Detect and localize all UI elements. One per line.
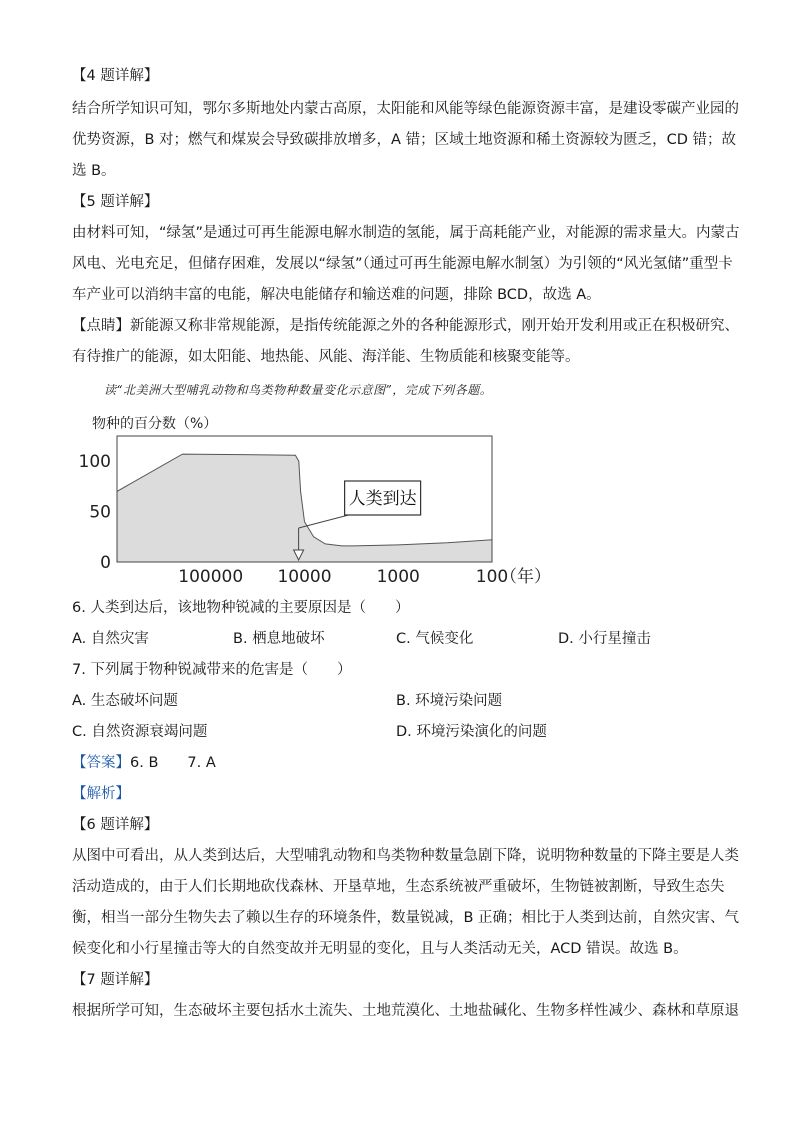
q5-line-3: 车产业可以消纳丰富的电能，解决电能储存和输送难的问题，排除 BCD，故选 A。 [72, 287, 601, 303]
tip-line-2: 有待推广的能源，如太阳能、地热能、风能、海洋能、生物质能和核聚变能等。 [72, 349, 580, 365]
annotation-pointer [299, 515, 349, 528]
q6-option-d: D. 小行星撞击 [558, 631, 651, 647]
q6-option-a: A. 自然灾害 [72, 631, 149, 647]
q6-detail-line-2: 活动造成的，由于人们长期地砍伐森林、开垦草地，生态系统被严重破坏，生物链被割断，导致生态失 [72, 879, 725, 895]
q6-detail-line-3: 衡，相当一部分生物失去了赖以生存的环境条件，数量锐减，B 正确；相比于人类到达前，自然灾害、气 [72, 910, 740, 926]
question-intro: 读“北美洲大型哺乳动物和鸟类物种数量变化示意图”，完成下列各题。 [104, 383, 493, 397]
x-axis-label: （年） [500, 567, 551, 587]
q4-line-1: 结合所学知识可知，鄂尔多斯地处内蒙古高原，太阳能和风能等绿色能源资源丰富，是建设零碳产业园的 [72, 101, 739, 117]
q7-detail-line-1: 根据所学可知，生态破坏主要包括水土流失、土地荒漠化、土地盐碱化、生物多样性减少、森林和草原退 [72, 1003, 739, 1019]
q7-option-a: A. 生态破坏问题 [72, 693, 178, 709]
analysis-label: 【解析】 [72, 786, 130, 802]
species-chart [0, 402, 794, 602]
y-tick-label: 100 [78, 452, 111, 473]
x-tick-label: 100000 [178, 567, 244, 587]
q7-detail-heading: 【7 题详解】 [72, 972, 159, 988]
answer-label: 【答案】 [72, 755, 130, 771]
y-tick-label: 50 [89, 502, 111, 523]
q5-line-1: 由材料可知，“绿氢”是通过可再生能源电解水制造的氢能，属于高耗能产业，对能源的需求量大。内蒙古 [72, 225, 740, 241]
answer-line [72, 753, 216, 773]
q6-stem: 6. 人类到达后，该地物种锐减的主要原因是（ ） [72, 600, 410, 616]
y-tick-label: 0 [100, 553, 111, 573]
annotation-label: 人类到达 [348, 489, 417, 509]
q5-heading: 【5 题详解】 [72, 194, 159, 210]
series-area [117, 454, 492, 562]
x-tick-label: 10000 [277, 567, 332, 587]
x-tick-label: 1000 [376, 567, 420, 587]
q6-detail-line-1: 从图中可看出，从人类到达后，大型哺乳动物和鸟类物种数量急剧下降，说明物种数量的下降主要是人类 [72, 848, 739, 864]
q7-option-b: B. 环境污染问题 [396, 693, 503, 709]
q4-line-3: 选 B。 [72, 163, 116, 179]
q4-heading: 【4 题详解】 [72, 68, 159, 84]
q7-option-d: D. 环境污染演化的问题 [396, 724, 547, 740]
answer-text: 6. B 7. A [130, 755, 216, 771]
x-tick-label: 100 [475, 567, 509, 587]
q4-line-2: 优势资源，B 对；燃气和煤炭会导致碳排放增多，A 错；区域土地资源和稀土资源较为匮乏，CD 错；故 [72, 132, 736, 148]
q6-option-c: C. 气候变化 [396, 631, 474, 647]
q5-line-2: 风电、光电充足，但储存困难，发展以“绿氢”（通过可再生能源电解水制氢）为引领的“风光氢储”重型卡 [72, 256, 733, 272]
q6-option-b: B. 栖息地破坏 [233, 631, 325, 647]
q6-detail-line-4: 候变化和小行星撞击等大的自然变故并无明显的变化，且与人类活动无关，ACD 错误。故选 B。 [72, 941, 688, 957]
q7-option-c: C. 自然资源衰竭问题 [72, 724, 208, 740]
tip-line-1: 【点睛】新能源又称非常规能源，是指传统能源之外的各种能源形式，刚开始开发利用或正在积极研究、 [72, 318, 739, 334]
q6-detail-heading: 【6 题详解】 [72, 817, 159, 833]
y-axis-label: 物种的百分数（%） [92, 416, 218, 432]
q7-stem: 7. 下列属于物种锐减带来的危害是（ ） [72, 662, 352, 678]
